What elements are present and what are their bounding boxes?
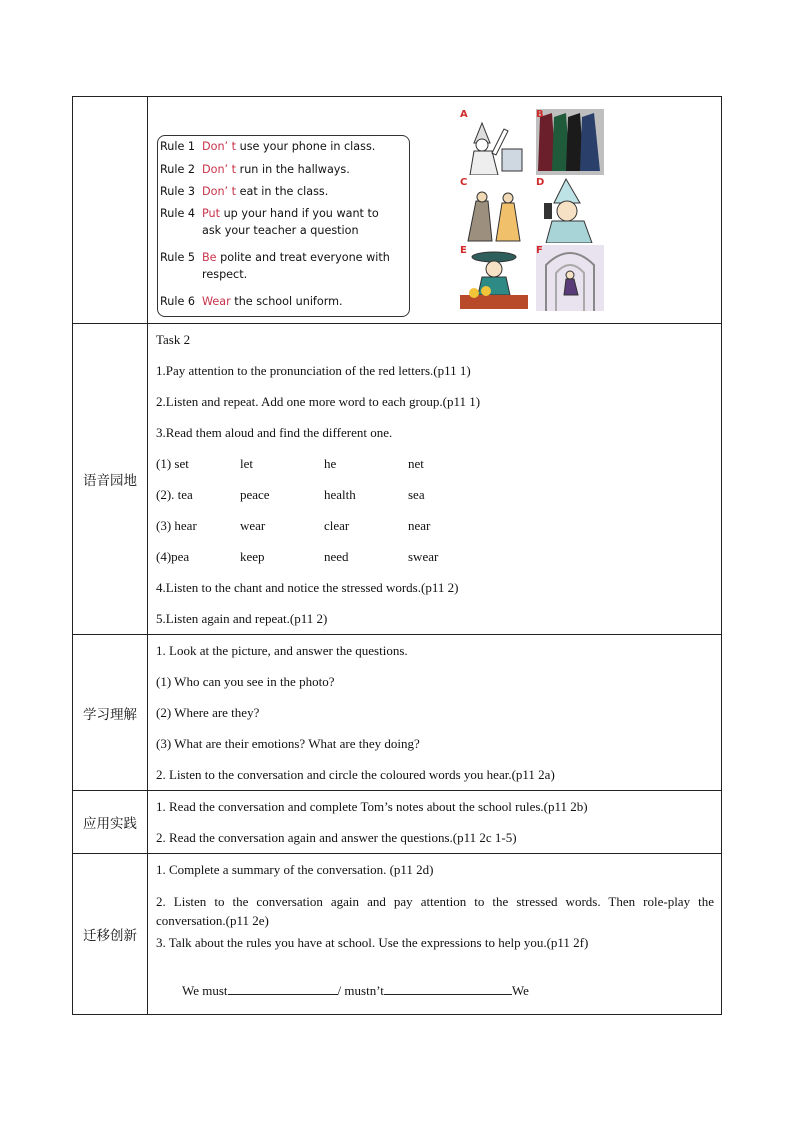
rule-6 [160, 293, 408, 310]
word: swear [408, 549, 439, 564]
word: (2). tea [156, 487, 193, 502]
rule-number: Rule 6 [160, 295, 196, 308]
two-wizards-illustration [460, 177, 528, 243]
rule-number: Rule 4 [160, 207, 196, 220]
section-label-understanding: 学习理解 [73, 635, 148, 791]
word: keep [240, 549, 265, 564]
section-label-transfer: 迁移创新 [73, 854, 148, 1015]
question-line: 1. Look at the picture, and answer the questions. [156, 643, 408, 658]
word: wear [240, 518, 266, 533]
understanding-row [73, 635, 722, 791]
word-group-row [156, 479, 714, 510]
picture-b [536, 109, 604, 175]
question-line: (3) What are their emotions? What are they doing? [156, 736, 420, 751]
practice-content [148, 791, 722, 854]
school-rules-box [157, 135, 410, 317]
transfer-content [148, 854, 722, 1015]
picture-c [460, 177, 528, 243]
rule-text-continued: respect. [202, 268, 248, 281]
rule-verb: Don’ t [202, 185, 237, 198]
picture-d [536, 177, 604, 243]
picture-letter: D [536, 177, 545, 188]
activity-line: 2. Read the conversation again and answer the questions.(p11 2c 1-5) [156, 830, 517, 845]
word: clear [324, 518, 350, 533]
rule-number: Rule 5 [160, 251, 196, 264]
frame-text: We [511, 983, 529, 998]
word: let [240, 456, 253, 471]
rule-number: Rule 1 [160, 140, 196, 153]
understanding-content [148, 635, 722, 791]
wizard-eating-illustration [460, 245, 528, 311]
step-5: 5.Listen again and repeat.(p11 2) [156, 611, 328, 626]
pronunciation-content [148, 324, 722, 635]
picture-a [460, 109, 528, 175]
question-line: (1) Who can you see in the photo? [156, 674, 335, 689]
rule-1 [160, 138, 408, 155]
step-3: 3.Read them aloud and find the different one. [156, 425, 393, 440]
school-robes-illustration [536, 109, 604, 175]
rule-number: Rule 2 [160, 163, 196, 176]
rule-verb: Put [202, 207, 221, 220]
picture-letter: A [460, 109, 468, 120]
rule-verb: Wear [202, 295, 231, 308]
picture-letter: F [536, 245, 543, 256]
question-line: 2. Listen to the conversation and circle the coloured words you hear.(p11 2a) [156, 767, 555, 782]
step-4: 4.Listen to the chant and notice the stressed words.(p11 2) [156, 580, 459, 595]
rule-text: polite and treat everyone with [216, 251, 390, 264]
rule-text: run in the hallways. [236, 163, 350, 176]
rule-text-continued: ask your teacher a question [202, 224, 359, 237]
word: near [408, 518, 431, 533]
practice-row [73, 791, 722, 854]
rules-label-cell [73, 97, 148, 324]
section-label-practice: 应用实践 [73, 791, 148, 854]
transfer-row [73, 854, 722, 1015]
rule-number: Rule 3 [160, 185, 196, 198]
word: need [324, 549, 349, 564]
word-group-row [156, 510, 714, 541]
rule-4 [160, 205, 408, 239]
rule-verb: Don’ t [202, 163, 237, 176]
picture-e [460, 245, 528, 311]
frame-text: / mustn’t [337, 983, 384, 998]
picture-letter: E [460, 245, 467, 256]
rule-verb: Be [202, 251, 217, 264]
activity-line-wrapped: 2. Listen to the conversation again and pay attention to the stressed words. Then role-play the conversation.(p11 2e) [156, 894, 714, 928]
word: he [324, 456, 337, 471]
word: peace [240, 487, 270, 502]
word: (4)pea [156, 549, 190, 564]
task-title: Task 2 [156, 332, 191, 347]
wizard-raising-hand-illustration [460, 109, 528, 175]
running-in-hallway-illustration [536, 245, 604, 311]
rules-content-cell [148, 97, 722, 324]
word-group-row [156, 541, 714, 572]
word: sea [408, 487, 425, 502]
picture-letter: C [460, 177, 468, 188]
rule-text: the school uniform. [230, 295, 343, 308]
picture-f [536, 245, 604, 311]
answer-blank-2[interactable] [384, 980, 512, 995]
lesson-plan-table [72, 96, 722, 1015]
rule-3 [160, 183, 408, 200]
word: net [408, 456, 424, 471]
answer-blank-1[interactable] [228, 980, 338, 995]
step-1: 1.Pay attention to the pronunciation of the red letters.(p11 1) [156, 363, 471, 378]
rule-text: use your phone in class. [236, 140, 376, 153]
section-label-pronunciation: 语音园地 [73, 324, 148, 635]
activity-line: 1. Complete a summary of the conversation. (p11 2d) [156, 862, 434, 877]
question-line: (2) Where are they? [156, 705, 260, 720]
rule-verb: Don’ t [202, 140, 237, 153]
rule-text: up your hand if you want to [220, 207, 379, 220]
rule-text: eat in the class. [236, 185, 329, 198]
rule-5 [160, 249, 408, 283]
pronunciation-row [73, 324, 722, 635]
wizard-on-phone-illustration [536, 177, 604, 243]
word: health [324, 487, 356, 502]
word: (3) hear [156, 518, 197, 533]
frame-text: We must [182, 983, 228, 998]
rule-2 [160, 161, 408, 178]
rules-row [73, 97, 722, 324]
word-group-row [156, 448, 714, 479]
sentence-frame [156, 956, 714, 1014]
activity-line: 3. Talk about the rules you have at school. Use the expressions to help you.(p11 2f) [156, 935, 589, 950]
rule-pictures-grid [460, 109, 606, 314]
picture-letter: B [536, 109, 544, 120]
activity-line: 1. Read the conversation and complete Tom’s notes about the school rules.(p11 2b) [156, 799, 588, 814]
word: (1) set [156, 456, 189, 471]
step-2: 2.Listen and repeat. Add one more word to each group.(p11 1) [156, 394, 481, 409]
